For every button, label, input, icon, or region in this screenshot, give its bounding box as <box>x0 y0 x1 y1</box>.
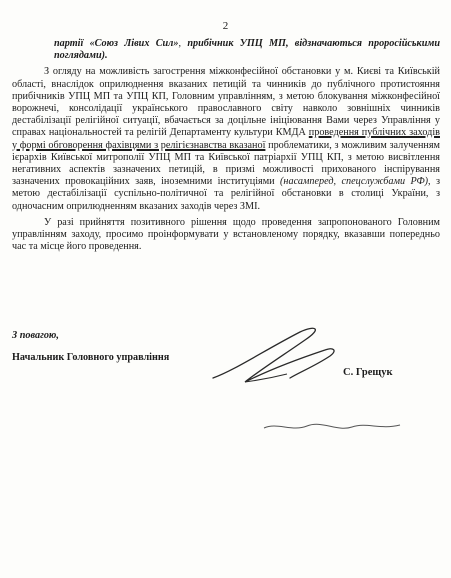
handwritten-mark <box>262 418 402 436</box>
text-fragment: , <box>178 38 188 49</box>
text-fragment: , з метою дестабілізації суспільно-політичної та релігійної обстановки в столиці України, з одночасним оприлюдненням вказаних заходів через ЗМІ. <box>12 176 441 212</box>
regards-line: З повагою, <box>12 330 59 341</box>
paragraph-main <box>12 66 440 212</box>
text-fragment: З огляду на можливість загострення міжконфесійної обстановки у м. Києві та Київській області, внаслідок оприлюднення вказаних петицій та чинників до публічного протистояння прибічників УПЦ МП та УПЦ КП, Головним управлінням, з метою блокування міжконфесійної ворожнечі, консолідації українського православного світу навколо зовнішніх чинників дестабілізації релігійної ситуації, вбачається за доцільне ініціювання Вами через Управління у справах національностей та релігій Департаменту культури КМДА <box>12 66 440 139</box>
party-name: партії «Союз Лівих Сил» <box>54 38 179 49</box>
italic-note: (насамперед, спецслужбами РФ) <box>280 176 429 188</box>
closing-block <box>12 330 169 364</box>
underlined-phrase: проведення публічних заходів у формі обговорення фахівцями з релігієзнавства вказаної <box>12 127 440 151</box>
handwritten-signature <box>205 320 345 395</box>
supporter-note: прибічник УПЦ МП <box>187 38 286 49</box>
page-number: 2 <box>222 20 229 32</box>
paragraph-continuation <box>12 38 440 62</box>
letter-body <box>12 38 440 257</box>
signer-position: Начальник Головного управління <box>12 352 170 363</box>
paragraph-request: У разі прийняття позитивного рішення щодо проведення запропонованого Головним управлінням заходу, просимо проінформувати у встановленому порядку, вказавши попередньо час та місце його проведення. <box>12 216 440 253</box>
signer-name: С. Грещук <box>343 367 393 378</box>
text-fragment: проблематики, з можливим залученням ієрархів Київської митрополії УПЦ МП та Київської патріархії УПЦ КП, з метою висвітлення негативних аспектів зазначених петицій, в призмі можливості прихованого інспірування зазначених провокаційних заяв, іноземними інституціями <box>12 139 440 188</box>
text-fragment: , відзначаються проросійськими поглядами). <box>54 38 441 62</box>
